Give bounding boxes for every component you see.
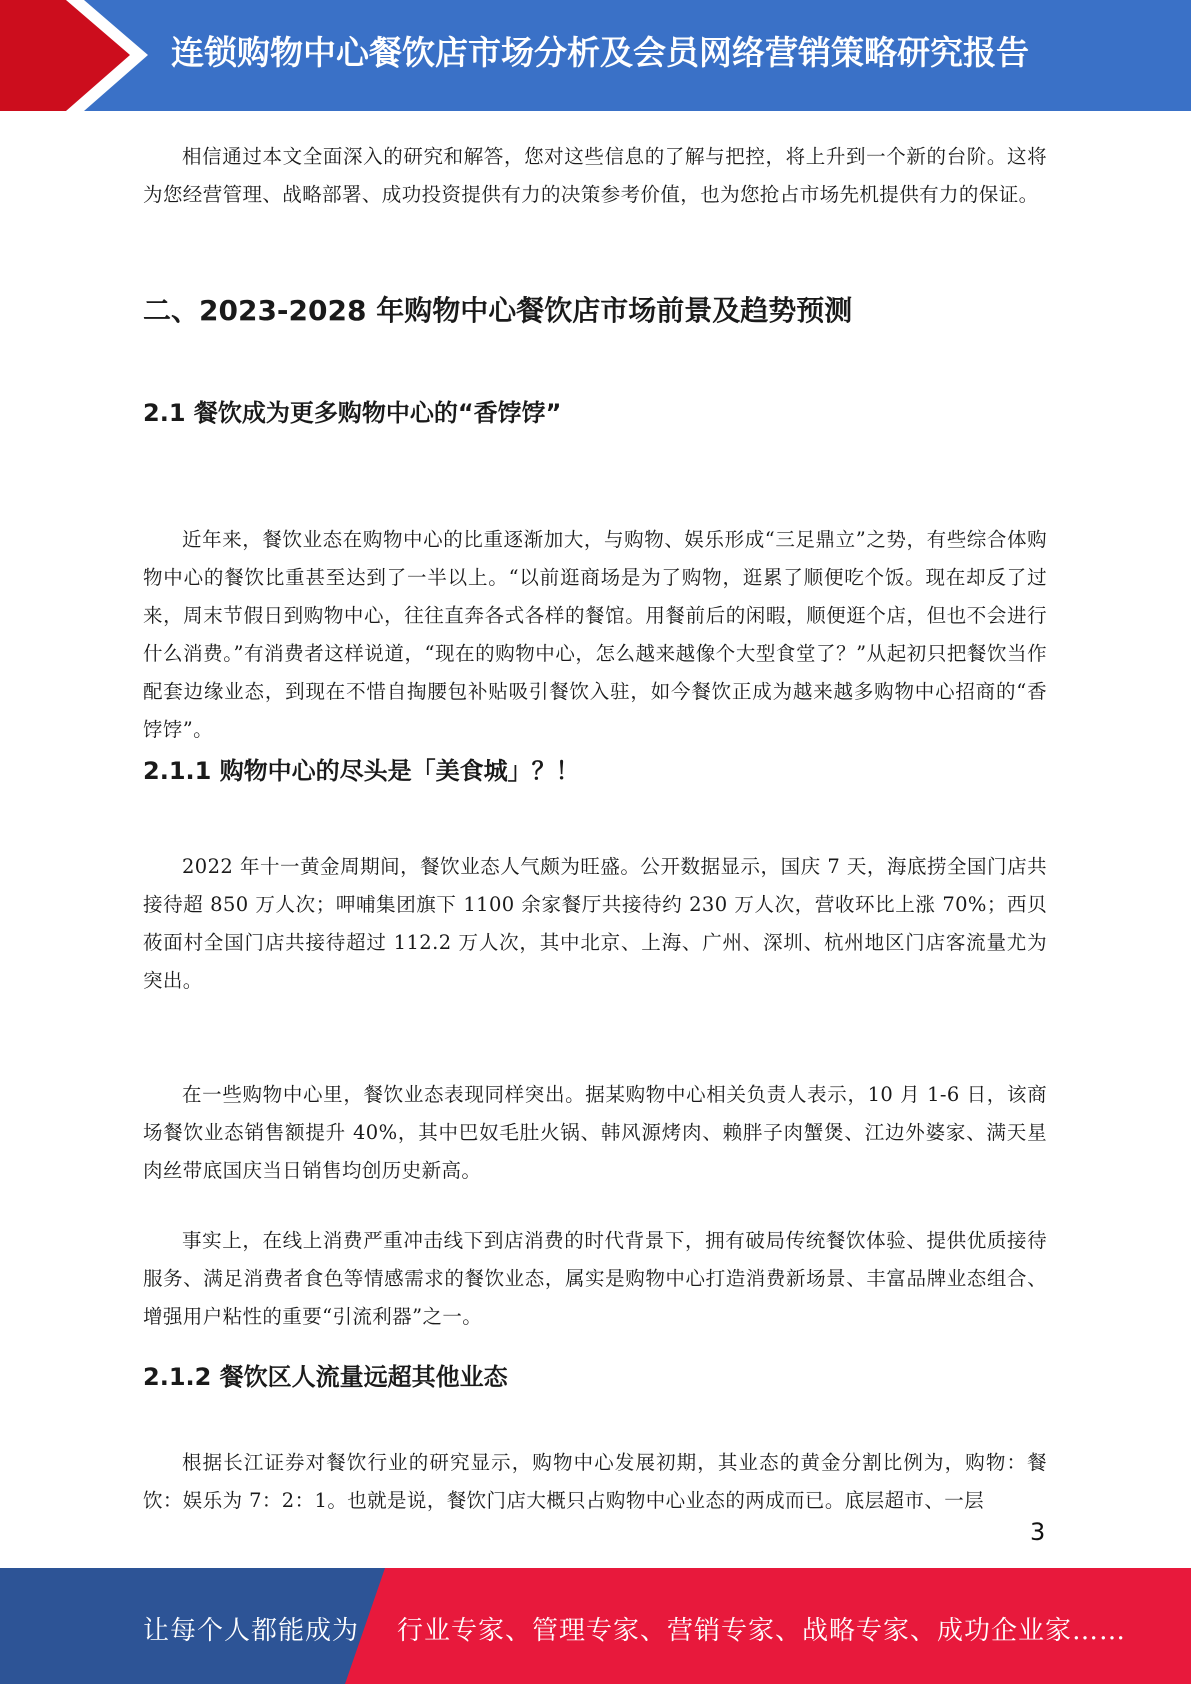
- report-title: 连锁购物中心餐饮店市场分析及会员网络营销策略研究报告: [171, 33, 1029, 72]
- page-header: [0, 0, 1191, 111]
- section-2-heading: 二、2023-2028 年购物中心餐饮店市场前景及趋势预测: [143, 294, 853, 327]
- section-2-1-1-paragraph-3: 事实上，在线上消费严重冲击线下到店消费的时代背景下，拥有破局传统餐饮体验、提供优质接待服务、满足消费者食色等情感需求的餐饮业态，属实是购物中心打造消费新场景、丰富品牌业态组合、增强用户粘性的重要“引流利器”之一。: [143, 1229, 1047, 1328]
- footer-slogan-left: 让每个人都能成为: [143, 1616, 360, 1646]
- section-2-1-2-paragraph: 根据长江证券对餐饮行业的研究显示，购物中心发展初期，其业态的黄金分割比例为，购物：餐饮：娱乐为 7：2：1。也就是说，餐饮门店大概只占购物中心业态的两成而已。底层超市、一层: [143, 1451, 1047, 1512]
- section-2-1-2-heading: 2.1.2 餐饮区人流量远超其他业态: [143, 1363, 508, 1391]
- intro-paragraph: 相信通过本文全面深入的研究和解答，您对这些信息的了解与把控，将上升到一个新的台阶。这将为您经营管理、战略部署、成功投资提供有力的决策参考价值，也为您抢占市场先机提供有力的保证。: [143, 145, 1047, 206]
- section-2-1-heading: 2.1 餐饮成为更多购物中心的“香饽饽”: [143, 399, 562, 427]
- section-2-1-1-paragraph-1: 2022 年十一黄金周期间，餐饮业态人气颇为旺盛。公开数据显示，国庆 7 天，海底捞全国门店共接待超 850 万人次；呷哺集团旗下 1100 余家餐厅共接待约 230 万人次，营收环比上涨 70%；西贝莜面村全国门店共接待超过 112.2 万人次，其中北京、上海、广州、深圳、杭州地区门店客流量尤为突出。: [143, 855, 1047, 992]
- page-number: 3: [1030, 1518, 1046, 1546]
- section-2-1-paragraph: 近年来，餐饮业态在购物中心的比重逐渐加大，与购物、娱乐形成“三足鼎立”之势，有些综合体购物中心的餐饮比重甚至达到了一半以上。“以前逛商场是为了购物，逛累了顺便吃个饭。现在却反了过来，周末节假日到购物中心，往往直奔各式各样的餐馆。用餐前后的闲暇，顺便逛个店，但也不会进行什么消费。”有消费者这样说道，“现在的购物中心，怎么越来越像个大型食堂了？”从起初只把餐饮当作配套边缘业态，到现在不惜自掏腰包补贴吸引餐饮入驻，如今餐饮正成为越来越多购物中心招商的“香饽饽”。: [143, 528, 1047, 741]
- section-2-1-1-heading: 2.1.1 购物中心的尽头是「美食城」？！: [143, 757, 580, 785]
- section-2-1-1-paragraph-2: 在一些购物中心里，餐饮业态表现同样突出。据某购物中心相关负责人表示，10 月 1-6 日，该商场餐饮业态销售额提升 40%，其中巴奴毛肚火锅、韩风源烤肉、赖胖子肉蟹煲、江边外婆家、满天星肉丝带底国庆当日销售均创历史新高。: [143, 1083, 1047, 1182]
- footer-slogan-right: 行业专家、管理专家、营销专家、战略专家、成功企业家……: [397, 1616, 1127, 1646]
- page-footer: [0, 1568, 1191, 1684]
